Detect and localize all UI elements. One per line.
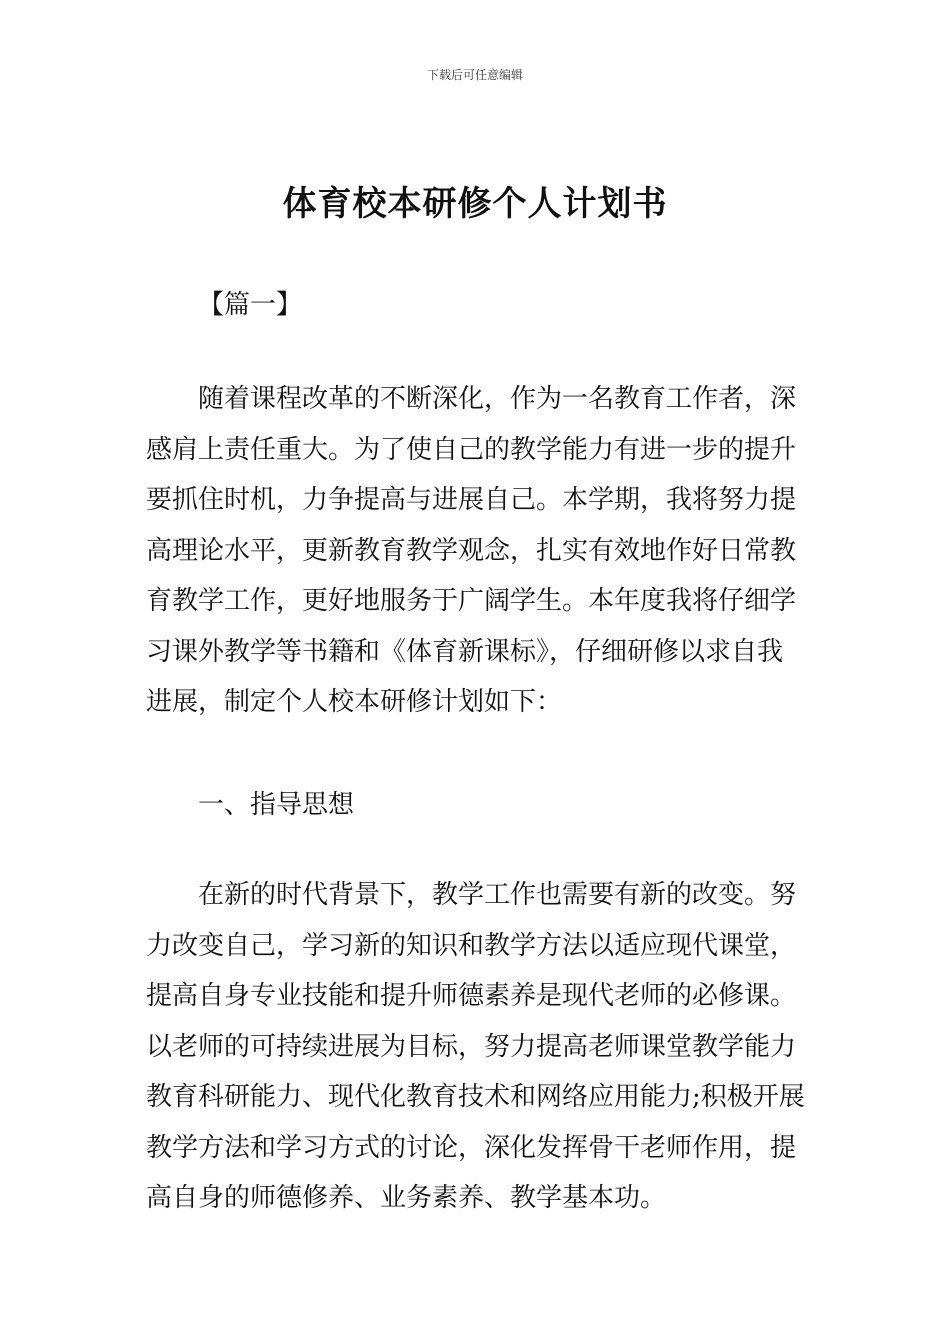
paragraph-line: 要抓住时机，力争提高与进展自己。本学期，我将努力提 — [146, 485, 797, 515]
paragraph-line: 以老师的可持续进展为目标，努力提高老师课堂教学能力 — [146, 1031, 797, 1062]
section-label: 【篇一】 — [198, 290, 303, 320]
paragraph-line: 感肩上责任重大。为了使自己的教学能力有进一步的提升 — [146, 434, 797, 465]
paragraph-line: 力改变自己，学习新的知识和教学方法以适应现代课堂， — [146, 930, 797, 961]
paragraph-line: 在新的时代背景下，教学工作也需要有新的改变。努 — [198, 880, 797, 910]
paragraph-line: 高自身的师德修养、业务素养、教学基本功。 — [146, 1183, 667, 1213]
paragraph-line: 教学方法和学习方式的讨论，深化发挥骨干老师作用，提 — [146, 1132, 797, 1163]
section-heading-guiding-thought: 一、指导思想 — [198, 790, 355, 820]
paragraph-line: 提高自身专业技能和提升师德素养是现代老师的必修课。 — [146, 981, 797, 1011]
paragraph-line: 育教学工作，更好地服务于广阔学生。本年度我将仔细学 — [146, 586, 797, 616]
intro-paragraph — [146, 374, 806, 728]
paragraph-line: 进展，制定个人校本研修计划如下： — [146, 687, 563, 717]
paragraph-line: 习课外教学等书籍和《体育新课标》，仔细研修以求自我 — [146, 636, 784, 667]
paragraph-line: 随着课程改革的不断深化，作为一名教育工作者，深 — [198, 384, 797, 414]
paragraph-line: 高理论水平，更新教育教学观念，扎实有效地作好日常教 — [146, 535, 797, 566]
guiding-thought-paragraph — [146, 870, 806, 1224]
document-title: 体育校本研修个人计划书 — [282, 184, 668, 224]
header-note: 下载后可任意编辑 — [426, 68, 523, 82]
paragraph-line: 教育科研能力、现代化教育技术和网络应用能力;积极开展 — [146, 1082, 805, 1112]
